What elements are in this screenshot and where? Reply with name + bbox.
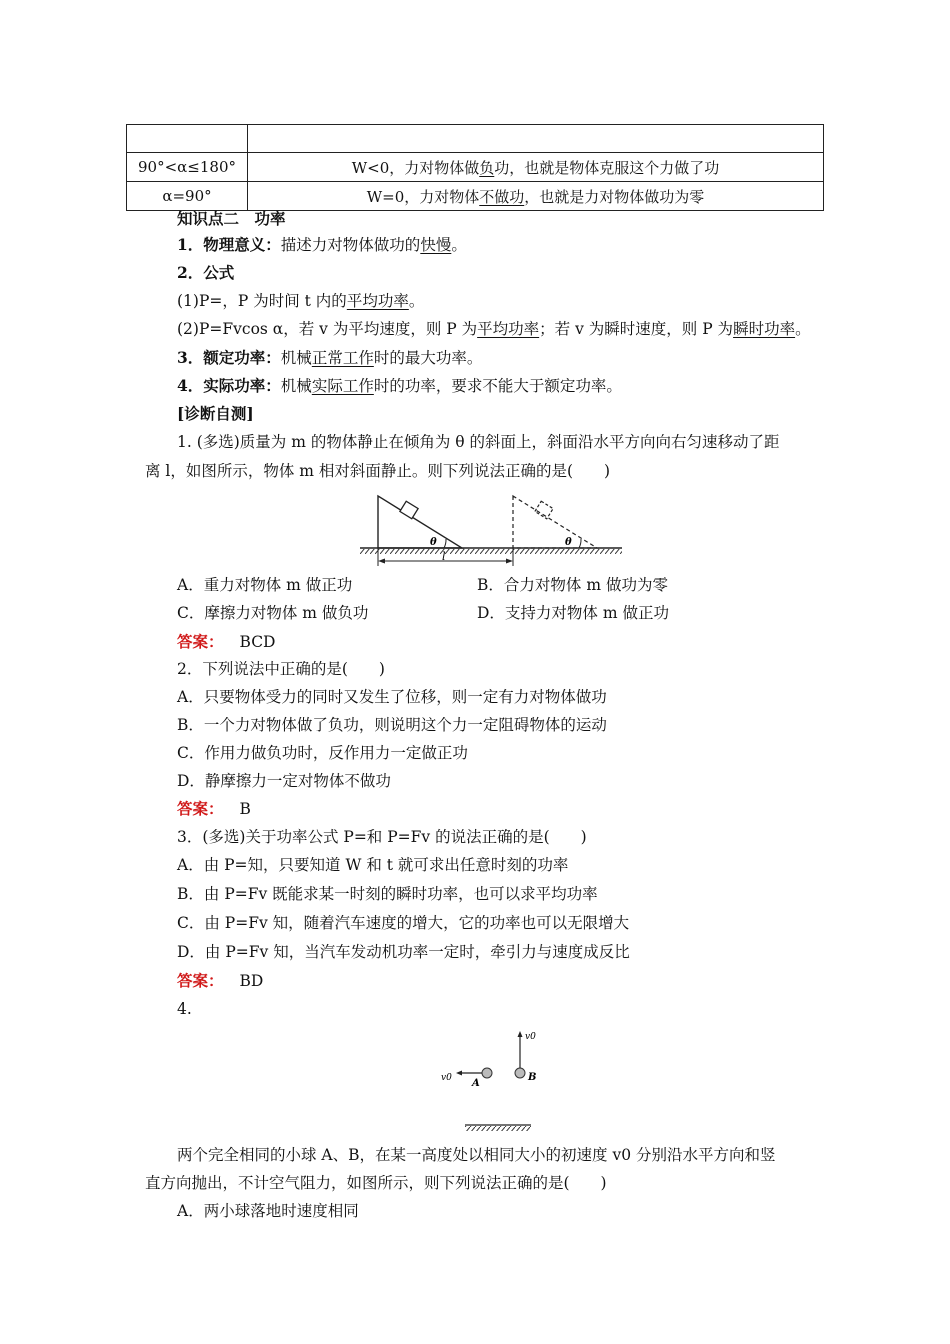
work-sign-table: [126, 124, 824, 211]
point-text: 描述力对物体做功的: [280, 236, 421, 254]
arrow-head: [378, 559, 385, 564]
q2-option-b: B．一个力对物体做了负功，则说明这个力一定阻碍物体的运动: [177, 716, 607, 734]
table-row: [127, 182, 824, 211]
table-cell: [248, 125, 824, 153]
formula-text: 。: [408, 292, 425, 310]
underlined-term: 负: [479, 158, 495, 177]
formula-text: (2)P=Fvcos α，若 v 为平均速度，则 P 为: [177, 320, 478, 338]
q4-number: 4.: [177, 1000, 192, 1018]
formula-2: [177, 319, 811, 339]
cell-text: 功，也就是物体克服这个力做了功: [494, 158, 720, 177]
q1-option-a: A．重力对物体 m 做正功: [177, 576, 353, 594]
point-text: 时的最大功率。: [373, 349, 483, 367]
q3-option-b: B．由 P=Fv 既能求某一时刻的瞬时功率，也可以求平均功率: [177, 885, 598, 903]
angle-arc: [579, 539, 581, 548]
q3-option-d: D．由 P=Fv 知，当汽车发动机功率一定时，牵引力与速度成反比: [177, 943, 630, 961]
q3-option-c: C．由 P=Fv 知，随着汽车速度的增大，它的功率也可以无限增大: [177, 914, 630, 932]
q4-option-a: A．两小球落地时速度相同: [177, 1202, 359, 1220]
incline-dashed: [513, 496, 597, 548]
q1-incline-figure: [350, 488, 635, 568]
block-dashed: [535, 501, 553, 519]
table-cell: α=90°: [127, 182, 248, 211]
q2-answer: [177, 799, 251, 819]
ground-hatch: [360, 549, 622, 554]
formula-text: ；若 v 为瞬时速度，则 P 为: [539, 320, 734, 338]
underlined-term: 实际工作: [311, 377, 374, 395]
q2-option-c: C．作用力做负功时，反作用力一定做正功: [177, 744, 468, 762]
v0-label-b: v0: [525, 1032, 536, 1042]
theta-label: θ: [565, 537, 572, 548]
label-b: B: [528, 1072, 537, 1083]
q1-option-d: D．支持力对物体 m 做正功: [477, 604, 669, 622]
underlined-term: 快慢: [420, 236, 452, 254]
answer-value: BCD: [239, 633, 276, 651]
angle-arc: [444, 539, 446, 548]
diagnosis-heading: [诊断自测]: [177, 404, 254, 423]
point-text: 机械: [280, 349, 312, 367]
formula-text: 。: [795, 320, 811, 338]
v0-label-a: v0: [441, 1073, 452, 1083]
underlined-term: 平均功率: [346, 292, 409, 310]
q1-option-c: C．摩擦力对物体 m 做负功: [177, 604, 369, 622]
point-text: 机械: [280, 377, 312, 395]
underlined-term: 正常工作: [311, 349, 374, 367]
table-cell: 90°<α≤180°: [127, 153, 248, 182]
underlined-term: 瞬时功率: [733, 320, 796, 338]
point-3: [177, 348, 482, 368]
incline-solid: [378, 496, 462, 548]
q4-balls-figure: [435, 1025, 545, 1135]
answer-label: 答案：: [177, 799, 224, 818]
cell-text: W=0，力对物体: [366, 187, 480, 206]
point-text: 。: [451, 236, 467, 254]
point-2-label: 2．公式: [177, 263, 235, 282]
section-heading: 知识点二 功率: [177, 209, 286, 228]
point-text: 时的功率，要求不能大于额定功率。: [373, 377, 622, 395]
label-a: A: [472, 1078, 480, 1089]
arrow-head: [518, 1031, 523, 1037]
underlined-term: 平均功率: [477, 320, 540, 338]
formula-1: [177, 291, 424, 311]
answer-value: BD: [239, 972, 264, 990]
block-solid: [400, 501, 418, 519]
formula-text: (1)P=，P 为时间 t 内的: [177, 292, 347, 310]
q3-answer: [177, 971, 263, 991]
ball-b: [515, 1068, 525, 1078]
ground-hatch: [465, 1126, 531, 1131]
answer-label: 答案：: [177, 971, 224, 990]
table-row: [127, 153, 824, 182]
q1-option-b: B．合力对物体 m 做功为零: [477, 576, 668, 594]
q2-option-d: D．静摩擦力一定对物体不做功: [177, 772, 391, 790]
q2-stem: 2．下列说法中正确的是( ): [177, 660, 385, 678]
q2-option-a: A．只要物体受力的同时又发生了位移，则一定有力对物体做功: [177, 688, 607, 706]
point-label: 3．额定功率：: [177, 348, 281, 367]
table-cell: [248, 182, 824, 211]
point-4: [177, 376, 622, 396]
q4-stem-line1: 两个完全相同的小球 A、B，在某一高度处以相同大小的初速度 v0 分别沿水平方向和竖: [177, 1146, 776, 1164]
point-1: [177, 235, 467, 255]
cell-text: W<0，力对物体做: [351, 158, 480, 177]
q4-stem-line2: 直方向抛出，不计空气阻力，如图所示，则下列说法正确的是( ): [145, 1174, 607, 1192]
ball-a: [482, 1068, 492, 1078]
answer-value: B: [239, 800, 251, 818]
underlined-term: 不做功: [479, 187, 525, 206]
q3-stem: 3．(多选)关于功率公式 P=和 P=Fv 的说法正确的是( ): [177, 828, 587, 846]
arrow-head: [506, 559, 513, 564]
point-label: 4．实际功率：: [177, 376, 281, 395]
q1-stem-line2: 离 l，如图所示，物体 m 相对斜面静止。则下列说法正确的是( ): [145, 462, 611, 480]
point-label: 1．物理意义：: [177, 235, 281, 254]
table-cell: [248, 153, 824, 182]
answer-label: 答案：: [177, 632, 224, 651]
q1-stem-line1: 1. (多选)质量为 m 的物体静止在倾角为 θ 的斜面上，斜面沿水平方向向右匀速移动了距: [177, 433, 780, 451]
q1-answer: [177, 632, 275, 652]
q3-option-a: A．由 P=知，只要知道 W 和 t 就可求出任意时刻的功率: [177, 856, 569, 874]
table-row: [127, 125, 824, 153]
arrow-head: [456, 1071, 462, 1076]
theta-label: θ: [430, 537, 437, 548]
table-cell: [127, 125, 248, 153]
l-label: l: [442, 550, 446, 563]
cell-text: ，也就是力对物体做功为零: [524, 187, 705, 206]
